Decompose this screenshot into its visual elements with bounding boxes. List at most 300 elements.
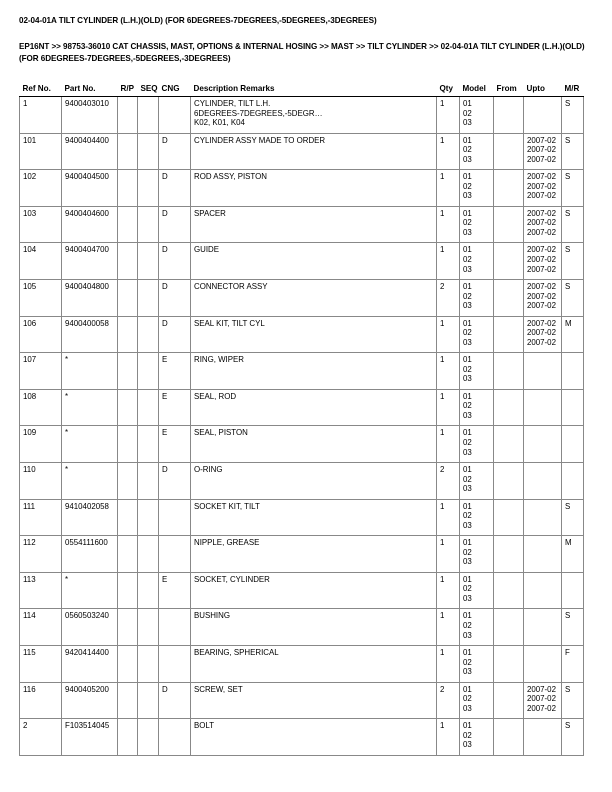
cell-line: 2007-02	[527, 245, 556, 255]
cell-part: F103514045	[62, 719, 118, 756]
cell-upto	[524, 97, 562, 134]
cell-line: 03	[463, 703, 472, 713]
cell-ref: 108	[20, 389, 62, 426]
cell-line: 03	[463, 154, 472, 164]
cell-line: 03	[463, 520, 472, 530]
cell-line: 01	[463, 99, 472, 108]
cell-line: 02	[463, 254, 472, 264]
cell-line: 03	[463, 374, 472, 384]
cell-mr: M	[562, 316, 584, 353]
column-header-ref: Ref No.	[20, 84, 62, 97]
table-row	[20, 389, 584, 426]
cell-qty: 1	[437, 170, 460, 207]
cell-seq	[138, 389, 159, 426]
cell-cng: E	[159, 426, 191, 463]
cell-from	[494, 536, 524, 573]
table-row	[20, 133, 584, 170]
table-row	[20, 609, 584, 646]
parts-table	[19, 84, 584, 756]
cell-mr	[562, 572, 584, 609]
cell-from	[494, 572, 524, 609]
column-header-model: Model	[460, 84, 494, 97]
cell-cng	[159, 609, 191, 646]
cell-line: 03	[463, 301, 472, 311]
cell-line: 03	[463, 227, 472, 237]
cell-cng: E	[159, 572, 191, 609]
cell-line: 03	[463, 447, 472, 457]
cell-line: 2007-02	[527, 328, 556, 338]
cell-qty: 1	[437, 353, 460, 390]
table-row	[20, 682, 584, 719]
cell-upto	[524, 279, 562, 316]
cell-model	[460, 206, 494, 243]
cell-line: O-RING	[194, 464, 223, 474]
cell-line: CYLINDER, TILT L.H.	[194, 99, 271, 108]
cell-line: 01	[463, 574, 472, 584]
cell-cng: E	[159, 353, 191, 390]
cell-line: 2007-02	[527, 145, 556, 155]
cell-line: GUIDE	[194, 245, 219, 255]
cell-qty: 1	[437, 316, 460, 353]
cell-mr: S	[562, 206, 584, 243]
cell-cng	[159, 536, 191, 573]
cell-part: 0560503240	[62, 609, 118, 646]
cell-seq	[138, 536, 159, 573]
cell-line: 01	[463, 611, 472, 621]
cell-rp	[118, 133, 138, 170]
cell-qty: 2	[437, 279, 460, 316]
cell-seq	[138, 719, 159, 756]
column-header-qty: Qty	[437, 84, 460, 97]
cell-model	[460, 389, 494, 426]
column-header-part: Part No.	[62, 84, 118, 97]
cell-from	[494, 279, 524, 316]
cell-upto	[524, 682, 562, 719]
cell-qty: 1	[437, 499, 460, 536]
cell-line: 03	[463, 337, 472, 347]
cell-qty: 1	[437, 389, 460, 426]
cell-qty: 1	[437, 572, 460, 609]
table-row	[20, 719, 584, 756]
cell-cng	[159, 499, 191, 536]
cell-seq	[138, 499, 159, 536]
cell-cng: E	[159, 389, 191, 426]
cell-line: CONNECTOR ASSY	[194, 281, 268, 291]
cell-desc	[191, 133, 437, 170]
cell-desc	[191, 499, 437, 536]
cell-line: 01	[463, 464, 472, 474]
cell-upto	[524, 536, 562, 573]
cell-seq	[138, 645, 159, 682]
cell-part: 9400400058	[62, 316, 118, 353]
cell-desc	[191, 719, 437, 756]
cell-line: 2007-02	[527, 227, 556, 237]
cell-desc	[191, 609, 437, 646]
cell-upto	[524, 243, 562, 280]
cell-desc	[191, 316, 437, 353]
cell-cng: D	[159, 316, 191, 353]
cell-line: 02	[463, 730, 472, 740]
cell-model	[460, 499, 494, 536]
cell-rp	[118, 536, 138, 573]
cell-line: CYLINDER ASSY MADE TO ORDER	[194, 135, 326, 145]
cell-upto	[524, 462, 562, 499]
table-row	[20, 353, 584, 390]
cell-line: 03	[463, 118, 472, 128]
cell-part: 9420414400	[62, 645, 118, 682]
cell-qty: 1	[437, 719, 460, 756]
cell-part: 9400404700	[62, 243, 118, 280]
cell-line: 01	[463, 428, 472, 438]
cell-line: SCREW, SET	[194, 684, 243, 694]
cell-rp	[118, 462, 138, 499]
cell-rp	[118, 645, 138, 682]
cell-desc	[191, 170, 437, 207]
cell-rp	[118, 499, 138, 536]
cell-line: 03	[463, 264, 472, 274]
cell-line: 6DEGREES-7DEGREES,-5DEGR…	[194, 108, 323, 118]
cell-mr: S	[562, 133, 584, 170]
cell-from	[494, 499, 524, 536]
cell-part: 0554111600	[62, 536, 118, 573]
cell-upto	[524, 170, 562, 207]
cell-qty: 1	[437, 609, 460, 646]
cell-line: 01	[463, 721, 472, 731]
cell-model	[460, 536, 494, 573]
cell-seq	[138, 426, 159, 463]
cell-line: 2007-02	[527, 694, 556, 704]
cell-line: 2007-02	[527, 154, 556, 164]
cell-rp	[118, 243, 138, 280]
page-title: 02-04-01A TILT CYLINDER (L.H.)(OLD) (FOR 6DEGREES-7DEGREES,-5DEGREES,-3DEGREES)	[19, 16, 377, 25]
table-row	[20, 499, 584, 536]
cell-ref: 105	[20, 279, 62, 316]
cell-mr: S	[562, 719, 584, 756]
cell-line: 2007-02	[527, 172, 556, 182]
cell-from	[494, 353, 524, 390]
table-row	[20, 426, 584, 463]
cell-from	[494, 462, 524, 499]
cell-upto	[524, 426, 562, 463]
cell-ref: 114	[20, 609, 62, 646]
cell-qty: 2	[437, 682, 460, 719]
cell-line: 03	[463, 410, 472, 420]
table-row	[20, 170, 584, 207]
cell-seq	[138, 279, 159, 316]
cell-seq	[138, 462, 159, 499]
parts-table-container	[19, 84, 583, 756]
cell-line: 02	[463, 584, 472, 594]
cell-line: 02	[463, 474, 472, 484]
cell-seq	[138, 316, 159, 353]
cell-rp	[118, 170, 138, 207]
cell-rp	[118, 426, 138, 463]
cell-line: 03	[463, 191, 472, 201]
cell-qty: 2	[437, 462, 460, 499]
cell-line: SOCKET, CYLINDER	[194, 574, 270, 584]
cell-mr: S	[562, 609, 584, 646]
column-header-rp: R/P	[118, 84, 138, 97]
cell-line: 2007-02	[527, 135, 556, 145]
cell-ref: 106	[20, 316, 62, 353]
cell-qty: 1	[437, 243, 460, 280]
column-header-mr: M/R	[562, 84, 584, 97]
cell-part: 9400404600	[62, 206, 118, 243]
cell-desc	[191, 682, 437, 719]
cell-line: 01	[463, 355, 472, 365]
cell-line: 01	[463, 318, 472, 328]
cell-desc	[191, 389, 437, 426]
cell-part: 9400404400	[62, 133, 118, 170]
cell-line: 02	[463, 547, 472, 557]
table-header-row	[20, 84, 584, 97]
cell-line: 2007-02	[527, 281, 556, 291]
cell-line: 02	[463, 364, 472, 374]
cell-desc	[191, 536, 437, 573]
cell-ref: 115	[20, 645, 62, 682]
cell-upto	[524, 499, 562, 536]
cell-line: 02	[463, 145, 472, 155]
parts-table-head	[20, 84, 584, 97]
column-header-upto: Upto	[524, 84, 562, 97]
cell-part: 9400403010	[62, 97, 118, 134]
cell-line: 2007-02	[527, 301, 556, 311]
cell-desc	[191, 572, 437, 609]
cell-mr: S	[562, 243, 584, 280]
cell-from	[494, 645, 524, 682]
cell-mr: S	[562, 170, 584, 207]
cell-cng: D	[159, 279, 191, 316]
cell-from	[494, 206, 524, 243]
cell-ref: 103	[20, 206, 62, 243]
cell-qty: 1	[437, 536, 460, 573]
cell-part: 9410402058	[62, 499, 118, 536]
cell-upto	[524, 206, 562, 243]
cell-from	[494, 682, 524, 719]
cell-cng	[159, 97, 191, 134]
cell-ref: 101	[20, 133, 62, 170]
cell-line: 03	[463, 740, 472, 750]
breadcrumb: EP16NT >> 98753-36010 CAT CHASSIS, MAST, OPTIONS & INTERNAL HOSING >> MAST >> TILT CYLINDER >> 02-04-01A TILT CYLINDER (L.H.)(OLD) (FOR 6DEGREES-7DEGREES,-5DEGREES,-3DEGREES)	[19, 42, 585, 63]
cell-part: 9400405200	[62, 682, 118, 719]
cell-cng	[159, 719, 191, 756]
cell-line: 01	[463, 208, 472, 218]
table-row	[20, 316, 584, 353]
cell-model	[460, 279, 494, 316]
cell-mr: S	[562, 499, 584, 536]
cell-part: *	[62, 389, 118, 426]
cell-line: 02	[463, 657, 472, 667]
cell-from	[494, 719, 524, 756]
cell-desc	[191, 426, 437, 463]
cell-line: BEARING, SPHERICAL	[194, 647, 279, 657]
cell-upto	[524, 133, 562, 170]
cell-desc	[191, 462, 437, 499]
cell-cng: D	[159, 243, 191, 280]
cell-qty: 1	[437, 206, 460, 243]
column-header-desc: Description Remarks	[191, 84, 437, 97]
cell-ref: 102	[20, 170, 62, 207]
table-row	[20, 536, 584, 573]
column-header-cng: CNG	[159, 84, 191, 97]
cell-line: 01	[463, 245, 472, 255]
cell-line: 03	[463, 557, 472, 567]
cell-mr	[562, 462, 584, 499]
cell-seq	[138, 572, 159, 609]
cell-line: 01	[463, 501, 472, 511]
cell-rp	[118, 389, 138, 426]
cell-line: BUSHING	[194, 611, 230, 621]
table-row	[20, 279, 584, 316]
cell-cng: D	[159, 206, 191, 243]
cell-part: *	[62, 462, 118, 499]
cell-seq	[138, 133, 159, 170]
cell-from	[494, 389, 524, 426]
cell-line: 02	[463, 328, 472, 338]
cell-line: 01	[463, 281, 472, 291]
cell-mr	[562, 426, 584, 463]
cell-qty: 1	[437, 426, 460, 463]
cell-model	[460, 462, 494, 499]
cell-model	[460, 243, 494, 280]
cell-cng: D	[159, 133, 191, 170]
column-header-seq: SEQ	[138, 84, 159, 97]
cell-line: SEAL, ROD	[194, 391, 237, 401]
cell-upto	[524, 645, 562, 682]
cell-ref: 110	[20, 462, 62, 499]
cell-rp	[118, 682, 138, 719]
cell-line: 2007-02	[527, 337, 556, 347]
cell-seq	[138, 97, 159, 134]
cell-line: 2007-02	[527, 684, 556, 694]
cell-seq	[138, 682, 159, 719]
cell-upto	[524, 572, 562, 609]
table-row	[20, 462, 584, 499]
cell-qty: 1	[437, 645, 460, 682]
cell-line: 02	[463, 218, 472, 228]
cell-line: 2007-02	[527, 208, 556, 218]
cell-line: 03	[463, 593, 472, 603]
cell-mr: M	[562, 536, 584, 573]
cell-desc	[191, 353, 437, 390]
cell-rp	[118, 206, 138, 243]
cell-ref: 107	[20, 353, 62, 390]
cell-model	[460, 426, 494, 463]
cell-line: 02	[463, 437, 472, 447]
cell-mr: S	[562, 97, 584, 134]
cell-line: SPACER	[194, 208, 226, 218]
cell-cng	[159, 645, 191, 682]
cell-seq	[138, 206, 159, 243]
cell-line: 02	[463, 694, 472, 704]
cell-part: *	[62, 572, 118, 609]
cell-mr: S	[562, 682, 584, 719]
cell-model	[460, 133, 494, 170]
cell-ref: 116	[20, 682, 62, 719]
cell-line: 2007-02	[527, 703, 556, 713]
cell-rp	[118, 316, 138, 353]
cell-line: 2007-02	[527, 191, 556, 201]
cell-seq	[138, 609, 159, 646]
cell-cng: D	[159, 682, 191, 719]
cell-upto	[524, 316, 562, 353]
cell-model	[460, 97, 494, 134]
cell-line: SEAL KIT, TILT CYL	[194, 318, 265, 328]
cell-rp	[118, 97, 138, 134]
cell-line: 2007-02	[527, 264, 556, 274]
cell-ref: 109	[20, 426, 62, 463]
cell-rp	[118, 572, 138, 609]
cell-model	[460, 682, 494, 719]
cell-line: 03	[463, 630, 472, 640]
cell-line: 02	[463, 401, 472, 411]
cell-line: 01	[463, 135, 472, 145]
cell-line: SOCKET KIT, TILT	[194, 501, 260, 511]
cell-part: 9400404500	[62, 170, 118, 207]
cell-desc	[191, 645, 437, 682]
cell-seq	[138, 243, 159, 280]
cell-line: K02, K01, K04	[194, 118, 245, 128]
parts-table-body	[20, 97, 584, 756]
cell-ref: 104	[20, 243, 62, 280]
cell-line: 01	[463, 172, 472, 182]
cell-from	[494, 426, 524, 463]
cell-line: 02	[463, 291, 472, 301]
cell-line: 01	[463, 391, 472, 401]
cell-model	[460, 316, 494, 353]
cell-desc	[191, 97, 437, 134]
cell-rp	[118, 719, 138, 756]
cell-line: 02	[463, 511, 472, 521]
cell-line: 2007-02	[527, 181, 556, 191]
cell-mr	[562, 353, 584, 390]
cell-upto	[524, 719, 562, 756]
table-row	[20, 206, 584, 243]
cell-line: 02	[463, 108, 472, 118]
cell-model	[460, 719, 494, 756]
cell-line: 01	[463, 538, 472, 548]
cell-from	[494, 133, 524, 170]
cell-line: 2007-02	[527, 254, 556, 264]
table-row	[20, 645, 584, 682]
cell-part: 9400404800	[62, 279, 118, 316]
cell-line: 2007-02	[527, 291, 556, 301]
table-row	[20, 97, 584, 134]
cell-rp	[118, 609, 138, 646]
cell-mr: F	[562, 645, 584, 682]
cell-seq	[138, 170, 159, 207]
cell-line: 2007-02	[527, 318, 556, 328]
cell-rp	[118, 279, 138, 316]
cell-upto	[524, 389, 562, 426]
cell-qty: 1	[437, 97, 460, 134]
cell-part: *	[62, 353, 118, 390]
cell-ref: 112	[20, 536, 62, 573]
cell-ref: 1	[20, 97, 62, 134]
cell-line: 01	[463, 684, 472, 694]
cell-line: RING, WIPER	[194, 355, 244, 365]
cell-ref: 111	[20, 499, 62, 536]
cell-line: 03	[463, 484, 472, 494]
cell-rp	[118, 353, 138, 390]
cell-from	[494, 316, 524, 353]
column-header-from: From	[494, 84, 524, 97]
cell-model	[460, 353, 494, 390]
cell-desc	[191, 279, 437, 316]
cell-model	[460, 609, 494, 646]
cell-from	[494, 97, 524, 134]
cell-line: SEAL, PISTON	[194, 428, 248, 438]
